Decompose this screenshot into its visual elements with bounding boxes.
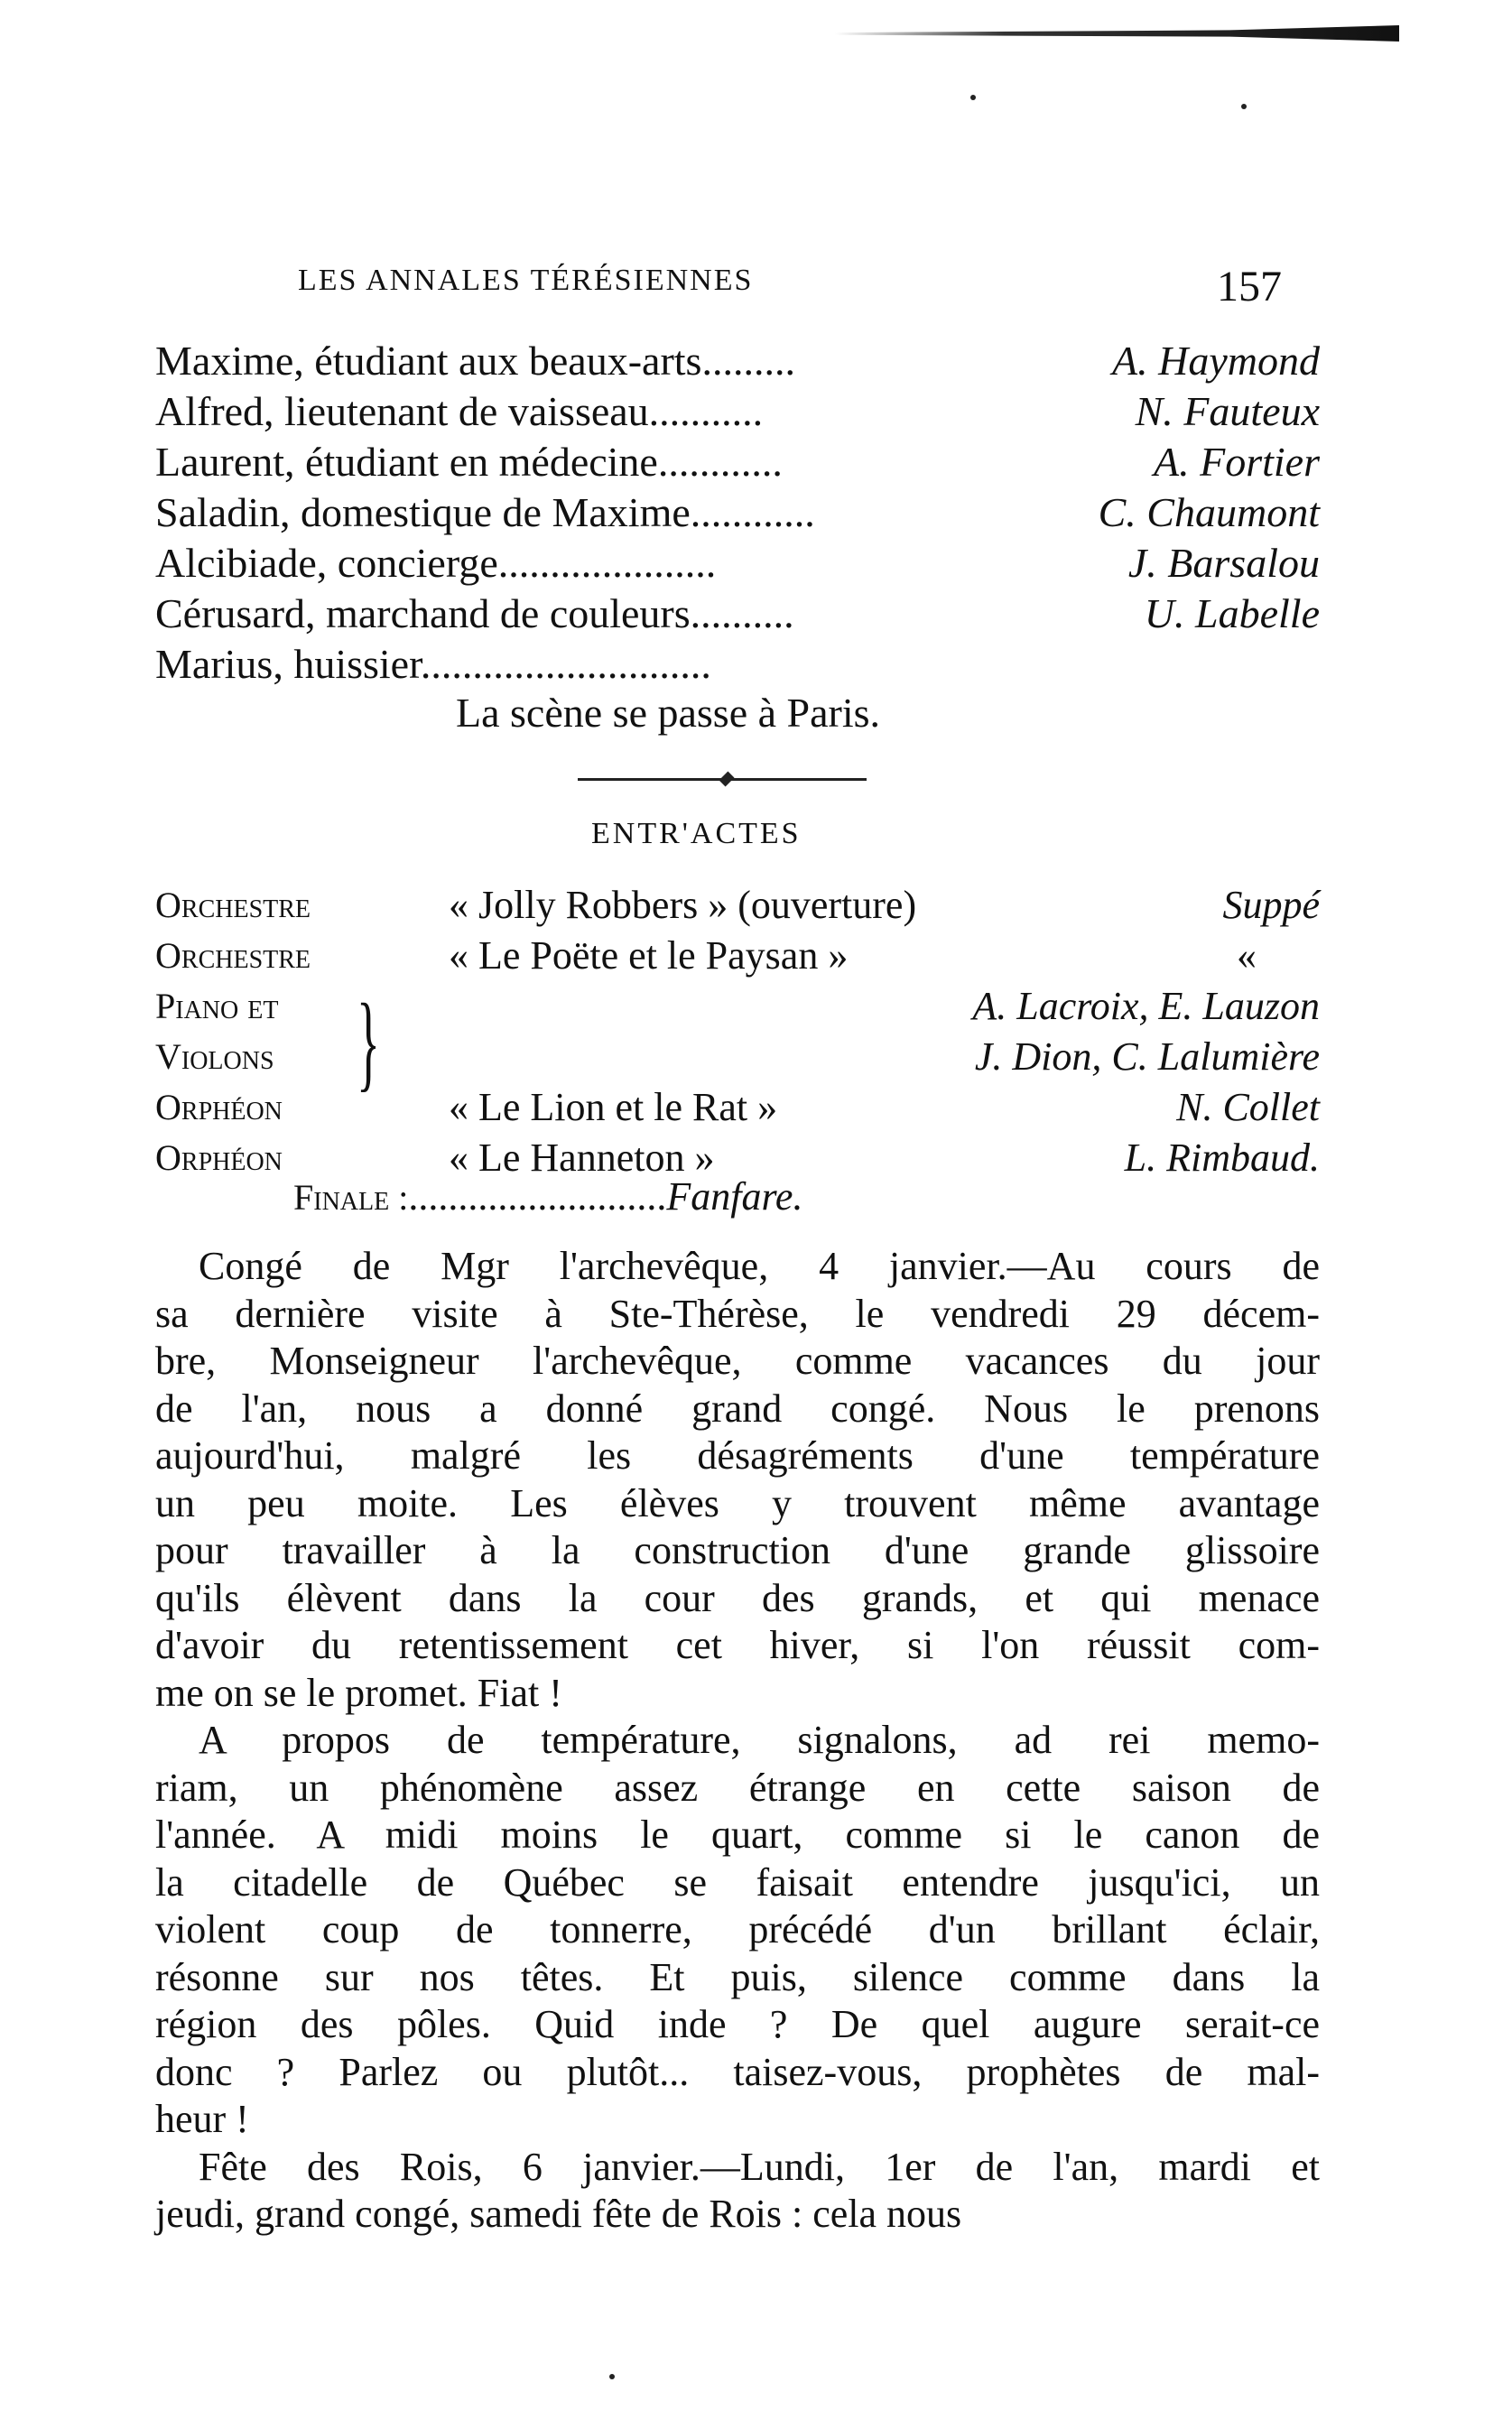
cast-row: [155, 538, 1320, 589]
cast-role: Maxime, étudiant aux beaux-arts.........: [155, 338, 795, 384]
text-line: qu'ils élèvent dans la cour des grands, et qui menace: [155, 1575, 1320, 1620]
section-divider: [578, 778, 867, 781]
program-label: Orphéon: [155, 1087, 283, 1127]
program-label: Orchestre: [155, 885, 311, 925]
cast-row: [155, 437, 1320, 487]
text-line: aujourd'hui, malgré les désagréments d'une température: [155, 1433, 1320, 1478]
text-line: A propos de température, signalons, ad rei memo-: [199, 1718, 1320, 1762]
text-line: donc ? Parlez ou plutôt... taisez-vous, prophètes de mal-: [155, 2049, 1320, 2094]
program-composer: N. Collet: [1176, 1085, 1320, 1129]
text-line: me on se le promet. Fiat !: [155, 1670, 562, 1715]
program-row: [155, 981, 1320, 1032]
cast-role: Marius, huissier............................: [155, 641, 711, 687]
cast-row: [155, 386, 1320, 437]
program-piece: « Jolly Robbers » (ouverture): [449, 883, 917, 927]
program-composer: L. Rimbaud.: [1124, 1136, 1320, 1180]
program-composer: J. Dion, C. Lalumière: [974, 1034, 1320, 1079]
text-line: riam, un phénomène assez étrange en cette saison de: [155, 1765, 1320, 1810]
entractes-heading: ENTR'ACTES: [591, 817, 802, 850]
text-line: heur !: [155, 2097, 249, 2141]
cast-row: [155, 639, 1320, 690]
text-line: bre, Monseigneur l'archevêque, comme vacances du jour: [155, 1339, 1320, 1383]
text-line: résonne sur nos têtes. Et puis, silence comme dans la: [155, 1954, 1320, 1999]
paragraph-fete-des-rois: [155, 2144, 1320, 2239]
cast-role: Alcibiade, concierge.....................: [155, 540, 717, 586]
text-line: sa dernière visite à Ste-Thérèse, le vendredi 29 décem-: [155, 1291, 1320, 1336]
cast-actor: A. Haymond: [1112, 338, 1320, 384]
cast-role: Saladin, domestique de Maxime............: [155, 489, 815, 535]
program-row: [155, 1082, 1320, 1133]
page-number: 157: [1217, 263, 1282, 311]
running-title: LES ANNALES TÉRÉSIENNES: [298, 264, 754, 297]
program-list: [155, 880, 1320, 1183]
program-composer: Suppé: [1222, 883, 1320, 927]
cast-actor: A. Fortier: [1154, 439, 1320, 485]
program-label: Violons: [155, 1036, 274, 1077]
text-line: jeudi, grand congé, samedi fête de Rois : cela nous: [155, 2192, 962, 2236]
finale-label: Finale :: [293, 1177, 409, 1218]
program-label: Orchestre: [155, 935, 311, 976]
cast-actor: N. Fauteux: [1135, 388, 1320, 434]
text-line: Fête des Rois, 6 janvier.—Lundi, 1er de l'an, mardi et: [199, 2144, 1320, 2189]
text-line: un peu moite. Les élèves y trouvent même avantage: [155, 1480, 1320, 1525]
cast-row: [155, 336, 1320, 386]
program-composer: «: [1237, 933, 1257, 978]
text-line: violent coup de tonnerre, précédé d'un brillant éclair,: [155, 1907, 1320, 1952]
cast-role: Cérusard, marchand de couleurs..........: [155, 590, 794, 636]
cast-row: [155, 589, 1320, 639]
cast-row: [155, 487, 1320, 538]
text-line: l'année. A midi moins le quart, comme si le canon de: [155, 1812, 1320, 1857]
paragraph-conge: [155, 1243, 1320, 1717]
grouping-brace: }: [357, 981, 380, 1101]
scene-note: La scène se passe à Paris.: [456, 690, 881, 736]
paragraph-temperature: [155, 1717, 1320, 2144]
finale-value: Fanfare.: [666, 1174, 803, 1219]
program-composer: A. Lacroix, E. Lauzon: [972, 984, 1320, 1028]
cast-actor: C. Chaumont: [1098, 489, 1320, 535]
program-label: Orphéon: [155, 1137, 283, 1178]
print-speck: [1241, 104, 1247, 109]
finale-line: [293, 1173, 802, 1219]
program-row: [155, 931, 1320, 981]
finale-dots: ..........................: [408, 1174, 667, 1219]
cast-role: Laurent, étudiant en médecine............: [155, 439, 783, 485]
cast-actor: J. Barsalou: [1127, 540, 1320, 586]
cast-list: [155, 336, 1320, 690]
print-speck: [970, 95, 976, 100]
program-label: Piano et: [155, 986, 279, 1026]
program-row: [155, 1032, 1320, 1082]
cast-role: Alfred, lieutenant de vaisseau...........: [155, 388, 764, 434]
text-line: de l'an, nous a donné grand congé. Nous le prenons: [155, 1386, 1320, 1431]
program-row: [155, 880, 1320, 931]
print-speck: [609, 2374, 615, 2379]
program-piece: « Le Lion et le Rat »: [449, 1085, 778, 1129]
text-line: Congé de Mgr l'archevêque, 4 janvier.—Au cours de: [199, 1244, 1320, 1288]
text-line: région des pôles. Quid inde ? De quel augure serait-ce: [155, 2002, 1320, 2046]
body-text: [155, 1223, 1320, 2239]
text-line: la citadelle de Québec se faisait entendre jusqu'ici, un: [155, 1859, 1320, 1905]
cast-actor: U. Labelle: [1144, 590, 1320, 636]
text-line: pour travailler à la construction d'une grande glissoire: [155, 1528, 1320, 1572]
program-piece: « Le Hanneton »: [449, 1136, 715, 1180]
program-piece: « Le Poëte et le Paysan »: [449, 933, 849, 978]
top-rule: [835, 25, 1399, 42]
text-line: d'avoir du retentissement cet hiver, si l'on réussit com-: [155, 1623, 1320, 1667]
